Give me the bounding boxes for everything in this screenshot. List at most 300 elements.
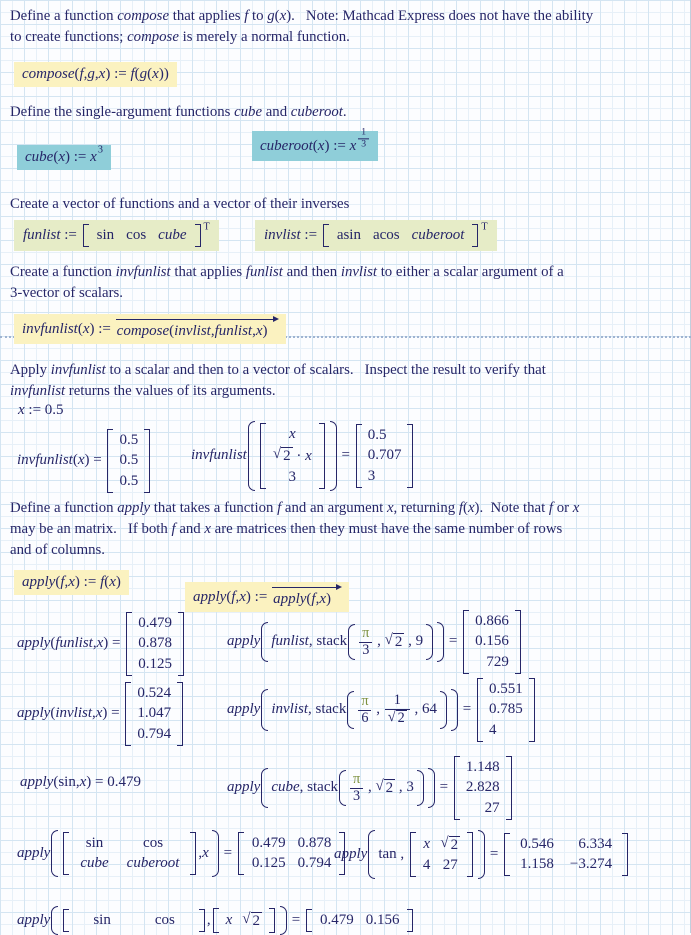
math-token: , bbox=[308, 633, 317, 650]
math-token: ) bbox=[262, 323, 268, 339]
math-token: apply bbox=[193, 588, 227, 605]
math-token: 0.125 bbox=[251, 855, 286, 872]
radical-sign: √ bbox=[272, 446, 282, 463]
matrix-cell bbox=[418, 833, 436, 856]
paren-open bbox=[261, 622, 268, 662]
matrix bbox=[125, 682, 183, 746]
math-token: 27 bbox=[484, 799, 500, 816]
math-token bbox=[512, 834, 620, 875]
bracket-open bbox=[238, 832, 244, 875]
vectorize-arrow bbox=[115, 318, 278, 340]
matrix-cell bbox=[246, 854, 292, 875]
math-token: ( bbox=[50, 705, 56, 722]
bracket-open bbox=[213, 908, 219, 933]
text-line bbox=[10, 519, 579, 540]
math-token: , 9 bbox=[404, 633, 424, 650]
math-token: 2.828 bbox=[465, 779, 500, 796]
matrix-row bbox=[462, 798, 504, 819]
text-run: ). Note that bbox=[474, 500, 549, 516]
math-token bbox=[133, 683, 175, 745]
matrix bbox=[213, 908, 275, 933]
math-token: = bbox=[108, 635, 125, 652]
square-root bbox=[242, 912, 262, 931]
math-region-apply-funlist-x[interactable] bbox=[17, 612, 186, 676]
matrix-cell bbox=[485, 720, 527, 741]
matrix bbox=[238, 832, 346, 875]
math-token: ( bbox=[50, 635, 56, 652]
math-token: x bbox=[96, 635, 104, 652]
matrix bbox=[504, 833, 628, 876]
matrix-cell bbox=[292, 854, 338, 875]
math-token: invlist bbox=[271, 701, 308, 718]
matrix-row bbox=[485, 700, 527, 721]
math-token: compose bbox=[116, 323, 170, 339]
math-region-apply-tan-matrix[interactable] bbox=[334, 830, 630, 879]
matrix-row bbox=[314, 910, 406, 931]
math-token: , bbox=[64, 574, 69, 590]
math-token: ) bbox=[103, 635, 109, 652]
math-token bbox=[358, 127, 369, 138]
matrix-cell bbox=[133, 704, 175, 725]
math-token: stack bbox=[315, 701, 347, 718]
bracket-close bbox=[407, 424, 413, 488]
text-line bbox=[10, 540, 579, 561]
paren-open bbox=[348, 624, 355, 660]
math-token: 2 bbox=[450, 836, 459, 853]
math-token: 0.156 bbox=[365, 911, 400, 928]
math-region-invfunlist-scalar-result[interactable] bbox=[17, 429, 152, 493]
matrix-cell bbox=[118, 854, 189, 875]
text-run: to either a scalar argument of a bbox=[377, 264, 564, 280]
math-token: cuberoot bbox=[411, 226, 465, 243]
bracket-close bbox=[407, 909, 413, 932]
math-token: ( bbox=[53, 149, 59, 165]
math-token bbox=[364, 425, 406, 487]
math-token: ) bbox=[245, 588, 251, 605]
matrix-cell bbox=[152, 225, 192, 246]
text-region-apply-invfunlist-desc[interactable] bbox=[10, 360, 546, 402]
paren-group bbox=[348, 624, 433, 660]
math-token: g bbox=[87, 66, 95, 82]
math-region-apply-def[interactable] bbox=[14, 570, 129, 595]
matrix-cell bbox=[134, 634, 176, 655]
text-run: f bbox=[458, 500, 463, 516]
matrix-row bbox=[418, 833, 465, 856]
math-token: T bbox=[203, 221, 210, 233]
math-token: ) bbox=[74, 574, 80, 590]
bracket-close bbox=[177, 682, 183, 746]
math-token: x bbox=[109, 574, 116, 590]
matrix-cell bbox=[331, 225, 367, 246]
matrix bbox=[477, 678, 535, 742]
math-token: ) bbox=[324, 137, 330, 154]
text-run: ). Note: Mathcad Express does not have the ability bbox=[286, 8, 594, 24]
math-token: ) bbox=[158, 66, 164, 82]
math-token: f bbox=[100, 574, 105, 590]
matrix-cell bbox=[268, 467, 317, 488]
math-token bbox=[359, 626, 372, 642]
math-token: ( bbox=[147, 66, 153, 82]
matrix-cell bbox=[471, 632, 513, 653]
matrix-cell bbox=[562, 834, 620, 855]
text-region-vectors-desc[interactable] bbox=[10, 194, 349, 215]
text-run: apply bbox=[117, 500, 151, 516]
math-token bbox=[359, 642, 372, 659]
bracket-open bbox=[410, 832, 416, 877]
matrix-row bbox=[485, 679, 527, 700]
paren-open bbox=[339, 770, 346, 806]
math-region-apply-sin[interactable] bbox=[20, 774, 141, 791]
matrix-row bbox=[134, 654, 176, 675]
bracket-open bbox=[107, 429, 113, 493]
math-token bbox=[346, 770, 417, 806]
math-token: ( bbox=[226, 588, 232, 605]
math-region-apply-cube-stack[interactable] bbox=[227, 756, 514, 820]
math-token: x bbox=[77, 452, 85, 469]
math-token: := bbox=[79, 574, 101, 590]
matrix bbox=[454, 756, 512, 820]
bracket-close bbox=[515, 610, 521, 674]
bracket-close bbox=[144, 429, 150, 493]
matrix-row bbox=[268, 445, 317, 468]
matrix-row bbox=[133, 724, 175, 745]
matrix-cell bbox=[115, 451, 142, 472]
math-token: ) bbox=[102, 705, 108, 722]
text-region-compose-desc[interactable] bbox=[10, 6, 593, 48]
square-root bbox=[385, 633, 405, 651]
math-region-apply-vectorized-def[interactable] bbox=[185, 582, 349, 612]
math-region-invlist-def[interactable] bbox=[255, 220, 497, 251]
math-token: 3 bbox=[97, 144, 103, 156]
text-run: g bbox=[267, 8, 275, 24]
matrix bbox=[260, 423, 325, 489]
text-region-invfunlist-desc[interactable] bbox=[10, 262, 564, 304]
math-token bbox=[314, 910, 406, 931]
math-token: cube bbox=[25, 149, 54, 165]
paren-close bbox=[440, 691, 447, 728]
math-token bbox=[350, 772, 363, 788]
math-token bbox=[117, 323, 268, 340]
math-token: x bbox=[305, 447, 312, 464]
math-token: ) bbox=[163, 66, 169, 82]
superscript bbox=[357, 127, 370, 149]
math-token: f bbox=[231, 588, 236, 605]
superscript bbox=[481, 222, 487, 234]
text-run: f bbox=[277, 500, 282, 516]
math-token: f bbox=[311, 591, 316, 607]
math-region-invfunlist-def[interactable] bbox=[14, 314, 286, 344]
matrix bbox=[107, 429, 150, 493]
math-token: funlist bbox=[271, 633, 309, 650]
matrix-cell bbox=[133, 910, 197, 931]
matrix bbox=[83, 224, 201, 247]
math-token: := bbox=[94, 320, 115, 337]
matrix-row bbox=[133, 704, 175, 725]
math-region-apply-matrix-matrix[interactable] bbox=[17, 906, 415, 935]
paren-close bbox=[451, 689, 458, 730]
text-line bbox=[10, 381, 546, 402]
math-token bbox=[462, 757, 504, 819]
math-region-cuberoot-def[interactable] bbox=[252, 126, 378, 161]
fraction bbox=[385, 693, 410, 726]
text-run: , returning bbox=[393, 500, 459, 516]
math-token: ( bbox=[72, 452, 78, 469]
math-token: x bbox=[255, 323, 263, 339]
matrix-cell bbox=[367, 225, 406, 246]
text-line bbox=[10, 102, 347, 123]
matrix-cell bbox=[512, 855, 562, 876]
math-token: cube bbox=[271, 779, 300, 796]
text-run: compose bbox=[117, 8, 170, 24]
math-token bbox=[350, 788, 363, 805]
matrix-cell bbox=[134, 654, 176, 675]
matrix-cell bbox=[462, 798, 504, 819]
math-token: , bbox=[206, 911, 211, 928]
math-token: ( bbox=[53, 774, 59, 790]
math-region-funlist-def[interactable] bbox=[14, 220, 219, 251]
text-run: cuberoot bbox=[290, 104, 343, 120]
math-token: = bbox=[458, 701, 475, 718]
math-token: sin bbox=[96, 226, 115, 243]
text-run: x bbox=[204, 521, 211, 537]
math-token bbox=[71, 910, 197, 931]
text-run: that applies bbox=[169, 8, 245, 24]
math-token: = 0.479 bbox=[91, 774, 141, 790]
paren-group bbox=[248, 421, 337, 491]
matrix-row bbox=[115, 451, 142, 472]
matrix-cell bbox=[418, 856, 436, 877]
math-token: f bbox=[79, 66, 84, 82]
matrix-cell bbox=[314, 910, 360, 931]
text-run: x bbox=[572, 500, 580, 516]
text-run: that takes a function bbox=[150, 500, 278, 516]
bracket-close bbox=[319, 423, 325, 489]
math-token: apply bbox=[334, 846, 368, 863]
bracket-close bbox=[195, 224, 201, 247]
math-token: 0.794 bbox=[297, 855, 332, 872]
matrix-row bbox=[268, 424, 317, 445]
text-run: x bbox=[279, 8, 287, 24]
matrix-row bbox=[115, 471, 142, 492]
matrix-row bbox=[471, 611, 513, 632]
math-token: 729 bbox=[486, 653, 509, 670]
text-run: and an argument bbox=[281, 500, 387, 516]
text-run: cube bbox=[234, 104, 263, 120]
math-token: x bbox=[68, 574, 75, 590]
math-token: = bbox=[337, 447, 354, 464]
paren-close bbox=[426, 624, 433, 660]
math-token: 2 bbox=[397, 710, 405, 727]
math-token: , bbox=[92, 635, 97, 652]
text-region-cube-desc[interactable] bbox=[10, 102, 347, 123]
math-token bbox=[273, 591, 331, 608]
math-region-invfunlist-vector-result[interactable] bbox=[191, 421, 415, 491]
math-token: · bbox=[292, 447, 306, 464]
math-token: 0.5 bbox=[367, 426, 387, 443]
text-run: x bbox=[467, 500, 475, 516]
matrix-row bbox=[471, 632, 513, 653]
math-region-apply-matrix-x[interactable] bbox=[17, 830, 347, 877]
text-line bbox=[10, 283, 564, 304]
fraction bbox=[358, 127, 369, 149]
paren-open bbox=[347, 691, 354, 728]
matrix-cell bbox=[237, 909, 267, 932]
superscript bbox=[98, 144, 103, 156]
text-run: Create a function bbox=[10, 264, 116, 280]
text-region-apply-desc[interactable] bbox=[10, 498, 579, 561]
radical-sign: √ bbox=[375, 777, 384, 794]
math-token: 2 bbox=[252, 912, 260, 929]
matrix bbox=[323, 224, 479, 247]
math-token bbox=[71, 833, 188, 874]
math-token: 3 bbox=[362, 641, 370, 658]
math-token: 0.551 bbox=[488, 680, 523, 697]
text-run: Define the single-argument functions bbox=[10, 104, 235, 120]
math-token: , bbox=[75, 774, 80, 790]
text-run: and bbox=[262, 104, 291, 120]
text-line bbox=[10, 262, 564, 283]
bracket-close bbox=[269, 908, 275, 933]
math-token: sin bbox=[85, 834, 104, 851]
math-token: sin bbox=[58, 774, 76, 790]
math-token: x bbox=[423, 835, 430, 852]
math-token: x bbox=[288, 425, 296, 442]
math-token bbox=[393, 633, 405, 651]
bracket-open bbox=[504, 833, 510, 876]
math-token: ) bbox=[115, 574, 121, 590]
text-run: to bbox=[248, 8, 268, 24]
math-token: funlist bbox=[55, 635, 93, 652]
fraction bbox=[358, 694, 371, 726]
math-token: , bbox=[396, 846, 408, 863]
math-token: apply bbox=[20, 774, 54, 790]
text-run: f bbox=[171, 521, 176, 537]
math-token bbox=[91, 225, 193, 246]
matrix-cell bbox=[364, 446, 406, 467]
math-token: , bbox=[94, 66, 99, 82]
math-token: ) bbox=[89, 320, 95, 337]
text-line bbox=[10, 6, 593, 27]
math-token: acos bbox=[372, 226, 400, 243]
text-run: Create a vector of functions and a vector of their inverses bbox=[10, 196, 350, 212]
bracket-close bbox=[529, 678, 535, 742]
matrix bbox=[356, 424, 414, 488]
math-token: ( bbox=[306, 591, 312, 607]
math-token: ) bbox=[86, 774, 92, 790]
matrix-cell bbox=[221, 909, 238, 932]
math-token: ( bbox=[77, 320, 83, 337]
math-token bbox=[358, 694, 371, 710]
math-token: , bbox=[252, 323, 256, 339]
paren-group bbox=[261, 768, 435, 808]
matrix-row bbox=[512, 855, 620, 876]
math-token: invfunlist bbox=[191, 447, 247, 464]
text-run: ( bbox=[274, 8, 280, 24]
matrix-row bbox=[246, 854, 338, 875]
text-run: invfunlist bbox=[10, 383, 66, 399]
text-run: to a scalar and then to a vector of scalars. Inspect the result to verify that bbox=[105, 362, 546, 378]
math-token: 2 bbox=[283, 448, 291, 465]
paren-group bbox=[51, 830, 219, 877]
math-token bbox=[281, 447, 293, 466]
math-token bbox=[384, 779, 396, 797]
math-region-apply-funlist-stack[interactable] bbox=[227, 610, 523, 674]
math-token: x bbox=[95, 705, 103, 722]
math-region-cube-def[interactable] bbox=[17, 145, 111, 170]
math-token: π bbox=[361, 692, 369, 709]
math-token bbox=[58, 906, 280, 935]
math-token bbox=[221, 909, 267, 932]
text-run: is merely a normal function. bbox=[178, 29, 350, 45]
math-token: := bbox=[110, 66, 131, 82]
math-token bbox=[268, 768, 428, 808]
matrix-row bbox=[134, 613, 176, 634]
math-token: −3.274 bbox=[569, 856, 613, 873]
math-token: x bbox=[319, 591, 326, 607]
math-token: = bbox=[288, 911, 304, 928]
math-token bbox=[391, 693, 404, 709]
math-token: stack bbox=[307, 779, 338, 796]
text-run: and of columns. bbox=[10, 542, 105, 558]
matrix-cell bbox=[120, 225, 152, 246]
matrix-cell bbox=[115, 430, 142, 451]
matrix-row bbox=[246, 833, 338, 854]
matrix bbox=[463, 610, 521, 674]
radical-sign: √ bbox=[440, 834, 449, 851]
math-token: ) bbox=[65, 149, 70, 165]
radical-sign: √ bbox=[384, 631, 393, 648]
matrix-cell bbox=[435, 833, 465, 856]
math-token bbox=[358, 138, 369, 150]
matrix-cell bbox=[471, 652, 513, 673]
math-region-compose-def[interactable] bbox=[14, 62, 177, 87]
math-token: := bbox=[60, 226, 81, 243]
math-region-x-def[interactable] bbox=[18, 402, 64, 419]
matrix-row bbox=[471, 652, 513, 673]
math-token: asin bbox=[336, 226, 361, 243]
math-token: 0.5 bbox=[119, 452, 139, 469]
math-token bbox=[396, 710, 407, 727]
math-token bbox=[246, 833, 338, 874]
bracket-open bbox=[125, 682, 131, 746]
math-token: := bbox=[300, 226, 321, 243]
matrix-cell bbox=[246, 833, 292, 854]
math-token: g bbox=[139, 66, 148, 82]
matrix-cell bbox=[91, 225, 121, 246]
math-token: 0.479 bbox=[138, 614, 172, 631]
matrix-cell bbox=[71, 910, 133, 931]
text-run: f bbox=[244, 8, 249, 24]
math-token: x bbox=[349, 137, 357, 154]
math-token: invfunlist bbox=[22, 320, 78, 337]
math-token bbox=[134, 613, 176, 675]
math-region-apply-invlist-x[interactable] bbox=[17, 682, 185, 746]
math-token: 6 bbox=[361, 709, 369, 726]
bracket-close bbox=[506, 756, 512, 820]
math-token: = bbox=[107, 705, 124, 722]
math-token: , 64 bbox=[410, 701, 437, 718]
matrix-row bbox=[485, 720, 527, 741]
matrix-row bbox=[331, 225, 471, 246]
math-token: , bbox=[308, 701, 316, 718]
math-region-apply-invlist-stack[interactable] bbox=[227, 678, 537, 742]
math-token: ( bbox=[312, 137, 318, 154]
math-token: := bbox=[329, 137, 350, 154]
bracket-open bbox=[477, 678, 483, 742]
math-token: 1.047 bbox=[137, 705, 172, 722]
math-token bbox=[418, 833, 465, 876]
math-token bbox=[58, 830, 212, 877]
